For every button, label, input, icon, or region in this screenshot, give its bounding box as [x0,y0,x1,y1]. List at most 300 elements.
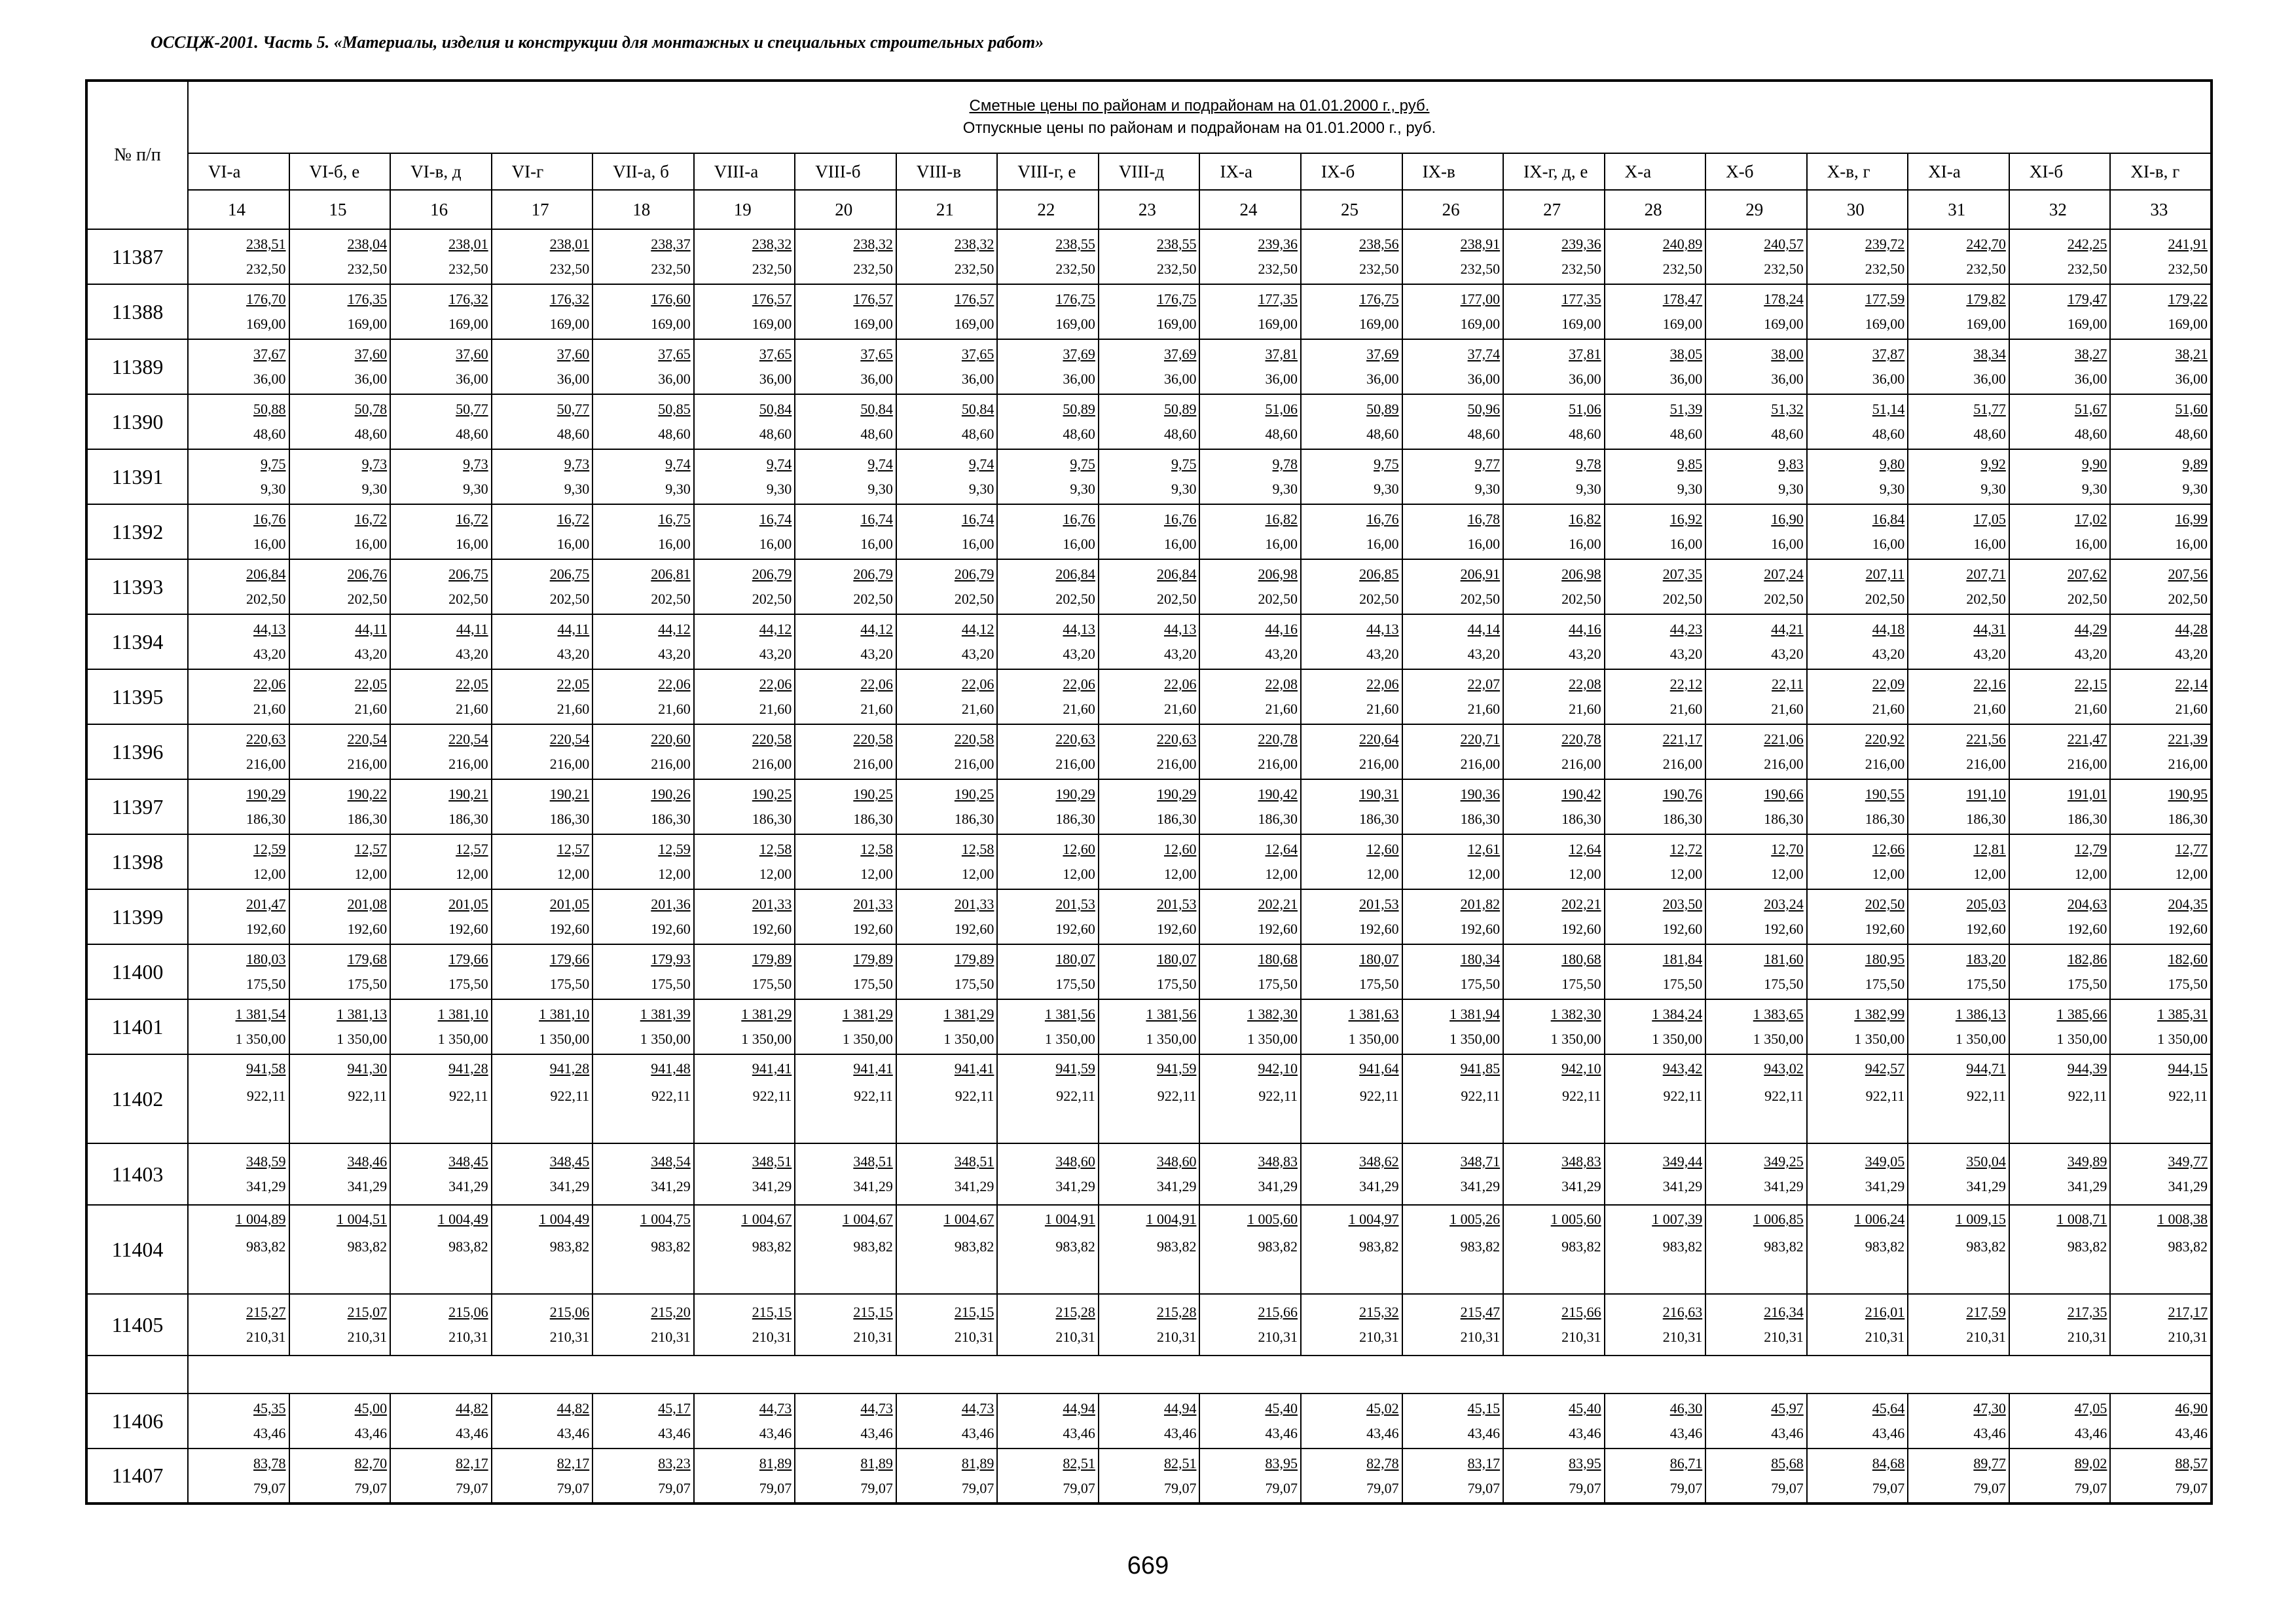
estimated-price: 37,60 [354,346,388,362]
estimated-price: 178,47 [1662,291,1703,307]
release-price: 169,00 [1662,316,1703,332]
price-cell [592,724,694,779]
estimated-price: 206,84 [1055,566,1095,582]
release-price: 21,60 [860,701,893,717]
release-price: 210,31 [853,1329,893,1345]
price-cell [492,1205,593,1294]
price-cell [492,559,593,614]
estimated-price: 941,64 [1359,1060,1399,1077]
price-cell [1908,669,2009,724]
price-cell [795,1449,896,1504]
estimated-price: 38,21 [2175,346,2208,362]
estimated-price: 22,06 [759,676,792,692]
price-cell [1908,779,2009,834]
release-price: 202,50 [2067,591,2107,607]
region-header: VI-в, д [390,153,492,190]
release-price: 21,60 [1163,701,1197,717]
estimated-price: 216,34 [1764,1304,1804,1320]
release-price: 36,00 [456,371,488,387]
price-cell [1099,229,1200,284]
release-price: 232,50 [752,261,792,277]
release-price: 1 350,00 [437,1031,488,1047]
price-cell [390,394,492,449]
column-number: 23 [1099,190,1200,229]
price-cell [1199,339,1301,394]
estimated-price: 206,85 [1359,566,1399,582]
release-price: 1 350,00 [1247,1031,1298,1047]
price-cell [1199,559,1301,614]
price-cell [2110,944,2212,999]
release-price: 16,00 [354,536,388,552]
release-price: 192,60 [347,921,388,937]
price-cell [1605,1143,1706,1205]
release-price: 79,07 [961,1479,994,1496]
price-cell [592,779,694,834]
estimated-price: 50,96 [1467,401,1501,417]
price-cell [2009,449,2111,504]
row-code: 11393 [86,559,188,614]
release-price: 79,07 [2074,1479,2107,1496]
estimated-price: 16,74 [759,511,792,527]
release-price: 169,00 [2067,316,2107,332]
release-price: 210,31 [954,1329,994,1345]
estimated-price: 16,76 [1063,511,1095,527]
release-price: 922,11 [1359,1088,1399,1104]
estimated-price: 44,82 [556,1400,590,1416]
release-price: 232,50 [954,261,994,277]
release-price: 983,82 [1055,1238,1095,1255]
table-row [86,394,2212,449]
price-cell [795,284,896,339]
estimated-price: 176,57 [954,291,994,307]
price-cell [390,724,492,779]
price-cell [896,1294,998,1356]
release-price: 16,00 [1467,536,1501,552]
release-price: 216,00 [2168,756,2208,772]
release-price: 43,20 [961,646,994,662]
price-cell [592,614,694,669]
price-cell [492,284,593,339]
release-price: 341,29 [1258,1178,1298,1194]
row-code: 11403 [86,1143,188,1205]
estimated-price: 217,17 [2168,1304,2208,1320]
table-row [86,284,2212,339]
price-cell [188,449,289,504]
price-cell [592,834,694,889]
price-cell [1099,449,1200,504]
release-price: 192,60 [1662,921,1703,937]
estimated-price: 190,21 [549,786,590,802]
price-cell [2009,889,2111,944]
release-price: 983,82 [1258,1238,1298,1255]
release-price: 983,82 [246,1238,286,1255]
release-price: 202,50 [1258,591,1298,607]
estimated-price: 50,85 [658,401,691,417]
price-cell [1099,504,1200,559]
estimated-price: 44,11 [456,621,488,637]
release-price: 210,31 [2168,1329,2208,1345]
estimated-price: 177,00 [1460,291,1501,307]
estimated-price: 220,63 [246,731,286,747]
price-cell [896,944,998,999]
price-cell [795,999,896,1054]
price-cell [1199,1393,1301,1449]
price-cell [2009,339,2111,394]
price-cell [1402,1143,1504,1205]
price-cell [592,944,694,999]
estimated-price: 238,01 [448,236,488,252]
estimated-price: 349,77 [2168,1153,2208,1170]
price-cell [896,779,998,834]
table-row [86,889,2212,944]
table-row [86,1393,2212,1449]
price-cell [795,779,896,834]
release-price: 232,50 [1865,261,1905,277]
estimated-price: 203,50 [1662,896,1703,912]
price-cell [997,1143,1099,1205]
release-price: 21,60 [1063,701,1095,717]
price-cell [694,229,795,284]
price-cell [1705,999,1807,1054]
release-price: 175,50 [246,976,286,992]
price-cell [2110,339,2212,394]
price-cell [492,614,593,669]
estimated-price: 38,05 [1669,346,1703,362]
price-cell [390,559,492,614]
price-cell [896,504,998,559]
release-price: 192,60 [853,921,893,937]
release-price: 21,60 [556,701,590,717]
price-cell [2110,229,2212,284]
estimated-price: 81,89 [961,1454,994,1471]
release-price: 983,82 [1460,1238,1501,1255]
release-price: 21,60 [759,701,792,717]
price-cell [1199,229,1301,284]
price-cell [390,339,492,394]
price-cell [896,284,998,339]
price-cell [1705,1294,1807,1356]
estimated-price: 941,41 [752,1060,792,1077]
release-price: 983,82 [347,1238,388,1255]
estimated-price: 1 004,49 [539,1211,590,1227]
region-header: VIII-б [795,153,896,190]
estimated-price: 37,74 [1467,346,1501,362]
release-price: 12,00 [1366,866,1399,882]
estimated-price: 220,58 [853,731,893,747]
price-cell [1503,999,1605,1054]
price-cell [1199,1294,1301,1356]
estimated-price: 12,60 [1366,841,1399,857]
release-price: 48,60 [456,426,488,442]
price-cell [1807,449,1908,504]
price-cell [2110,1449,2212,1504]
release-price: 16,00 [1163,536,1197,552]
price-cell [1605,284,1706,339]
release-price: 79,07 [1872,1479,1905,1496]
price-cell [1199,779,1301,834]
estimated-price: 207,56 [2168,566,2208,582]
estimated-price: 944,15 [2168,1060,2208,1077]
estimated-price: 1 004,67 [842,1211,893,1227]
release-price: 232,50 [1561,261,1601,277]
price-cell [1199,1054,1301,1143]
price-cell [1908,1393,2009,1449]
price-cell [1605,779,1706,834]
release-price: 16,00 [253,536,286,552]
estimated-price: 182,86 [2067,951,2107,967]
price-cell [592,449,694,504]
release-price: 341,29 [1561,1178,1601,1194]
price-cell [1807,614,1908,669]
release-price: 21,60 [354,701,388,717]
release-price: 21,60 [1366,701,1399,717]
estimated-price: 17,02 [2074,511,2107,527]
estimated-price: 221,47 [2067,731,2107,747]
caption-cell [188,81,2212,153]
price-cell [2009,1393,2111,1449]
price-cell [997,779,1099,834]
price-cell [289,284,391,339]
estimated-price: 1 381,56 [1044,1006,1095,1022]
release-price: 1 350,00 [1044,1031,1095,1047]
estimated-price: 12,59 [253,841,286,857]
release-price: 175,50 [1359,976,1399,992]
estimated-price: 215,06 [549,1304,590,1320]
estimated-price: 179,89 [853,951,893,967]
estimated-price: 16,72 [354,511,388,527]
release-price: 202,50 [347,591,388,607]
release-price: 36,00 [2175,371,2208,387]
release-price: 79,07 [1265,1479,1298,1496]
price-cell [2009,1205,2111,1294]
estimated-price: 177,35 [1561,291,1601,307]
price-cell [289,1205,391,1294]
row-code: 11397 [86,779,188,834]
price-cell [1301,1449,1402,1504]
estimated-price: 221,39 [2168,731,2208,747]
release-price: 9,30 [1374,481,1399,497]
column-number: 27 [1503,190,1605,229]
price-cell [1605,669,1706,724]
estimated-price: 1 005,60 [1247,1211,1298,1227]
price-cell [1099,724,1200,779]
price-cell [1402,889,1504,944]
release-price: 186,30 [1764,811,1804,827]
estimated-price: 348,51 [752,1153,792,1170]
estimated-price: 12,66 [1872,841,1905,857]
price-cell [492,889,593,944]
price-cell [2009,669,2111,724]
row-code: 11404 [86,1205,188,1294]
estimated-price: 22,05 [354,676,388,692]
price-cell [1099,669,1200,724]
price-cell [1705,1143,1807,1205]
estimated-price: 201,53 [1055,896,1095,912]
price-cell [1199,944,1301,999]
release-price: 48,60 [860,426,893,442]
price-cell [2009,559,2111,614]
release-price: 210,31 [651,1329,691,1345]
estimated-price: 1 382,30 [1247,1006,1298,1022]
estimated-price: 1 004,97 [1348,1211,1399,1227]
release-price: 21,60 [1669,701,1703,717]
estimated-price: 1 008,38 [2157,1211,2208,1227]
column-number: 29 [1705,190,1807,229]
release-price: 9,30 [1879,481,1905,497]
release-price: 43,20 [2175,646,2208,662]
price-cell [795,724,896,779]
estimated-price: 216,63 [1662,1304,1703,1320]
price-cell [1908,1449,2009,1504]
price-cell [1099,339,1200,394]
estimated-price: 206,79 [752,566,792,582]
price-cell [1605,1054,1706,1143]
price-cell [896,394,998,449]
price-cell [1605,559,1706,614]
price-cell [188,999,289,1054]
price-cell [1402,834,1504,889]
release-price: 232,50 [1966,261,2006,277]
price-cell [1605,394,1706,449]
price-cell [896,559,998,614]
price-cell [1099,1449,1200,1504]
price-cell [694,1054,795,1143]
release-price: 186,30 [1966,811,2006,827]
release-price: 983,82 [1764,1238,1804,1255]
estimated-price: 238,32 [853,236,893,252]
price-cell [1705,229,1807,284]
price-cell [390,1294,492,1356]
price-cell [492,944,593,999]
release-price: 983,82 [1359,1238,1399,1255]
release-price: 175,50 [1258,976,1298,992]
release-price: 922,11 [1561,1088,1601,1104]
column-number: 32 [2009,190,2111,229]
release-price: 169,00 [1764,316,1804,332]
estimated-price: 207,24 [1764,566,1804,582]
price-cell [492,1054,593,1143]
estimated-price: 51,14 [1872,401,1905,417]
estimated-price: 50,84 [759,401,792,417]
estimated-price: 1 386,13 [1955,1006,2006,1022]
estimated-price: 16,74 [860,511,893,527]
price-cell [1807,284,1908,339]
release-price: 43,46 [556,1425,590,1441]
price-cell [592,889,694,944]
release-price: 175,50 [651,976,691,992]
release-price: 79,07 [2175,1479,2208,1496]
price-cell [1705,1449,1807,1504]
estimated-price: 177,59 [1865,291,1905,307]
estimated-price: 220,58 [752,731,792,747]
price-cell [1301,284,1402,339]
row-code: 11391 [86,449,188,504]
price-cell [188,1294,289,1356]
region-header: VI-а [188,153,289,190]
price-cell [2110,449,2212,504]
estimated-price: 1 381,94 [1449,1006,1501,1022]
release-price: 16,00 [961,536,994,552]
release-price: 169,00 [1561,316,1601,332]
estimated-price: 16,75 [658,511,691,527]
price-cell [1908,394,2009,449]
region-header: VIII-г, е [997,153,1099,190]
estimated-price: 51,06 [1569,401,1601,417]
estimated-price: 220,71 [1460,731,1501,747]
release-price: 175,50 [1662,976,1703,992]
release-price: 9,30 [1272,481,1298,497]
release-price: 9,30 [1778,481,1804,497]
estimated-price: 22,06 [961,676,994,692]
estimated-price: 9,78 [1576,456,1601,472]
release-price: 16,00 [1569,536,1601,552]
estimated-price: 348,60 [1156,1153,1197,1170]
release-price: 175,50 [1055,976,1095,992]
price-cell [1402,229,1504,284]
release-price: 43,20 [759,646,792,662]
price-cell [795,1294,896,1356]
price-cell [1199,834,1301,889]
release-price: 79,07 [759,1479,792,1496]
estimated-price: 350,04 [1966,1153,2006,1170]
release-price: 48,60 [2175,426,2208,442]
price-cell [1807,559,1908,614]
price-cell [795,559,896,614]
estimated-price: 51,67 [2074,401,2107,417]
column-number-row [86,190,2212,229]
price-cell [390,1393,492,1449]
release-price: 1 350,00 [640,1031,691,1047]
release-price: 341,29 [246,1178,286,1194]
row-code: 11399 [86,889,188,944]
estimated-price: 44,14 [1467,621,1501,637]
estimated-price: 220,63 [1156,731,1197,747]
price-cell [997,394,1099,449]
release-price: 983,82 [752,1238,792,1255]
estimated-price: 17,05 [1973,511,2006,527]
row-code: 11392 [86,504,188,559]
release-price: 21,60 [1265,701,1298,717]
price-cell [1908,724,2009,779]
price-cell [390,669,492,724]
price-cell [492,449,593,504]
price-cell [1807,1205,1908,1294]
estimated-price: 50,84 [860,401,893,417]
release-price: 175,50 [1561,976,1601,992]
price-cell [289,339,391,394]
table-row [86,1143,2212,1205]
release-price: 16,00 [1063,536,1095,552]
estimated-price: 47,05 [2074,1400,2107,1416]
price-cell [2009,1294,2111,1356]
estimated-price: 44,11 [355,621,388,637]
price-cell [1402,559,1504,614]
price-cell [492,724,593,779]
price-cell [1199,889,1301,944]
release-price: 202,50 [1662,591,1703,607]
release-price: 16,00 [658,536,691,552]
estimated-price: 16,84 [1872,511,1905,527]
blank-cell [188,1356,2212,1393]
price-cell [1402,449,1504,504]
release-price: 202,50 [853,591,893,607]
estimated-price: 176,60 [651,291,691,307]
price-cell [1301,724,1402,779]
estimated-price: 240,89 [1662,236,1703,252]
price-cell [1099,944,1200,999]
table-row [86,1054,2212,1143]
release-price: 202,50 [1359,591,1399,607]
